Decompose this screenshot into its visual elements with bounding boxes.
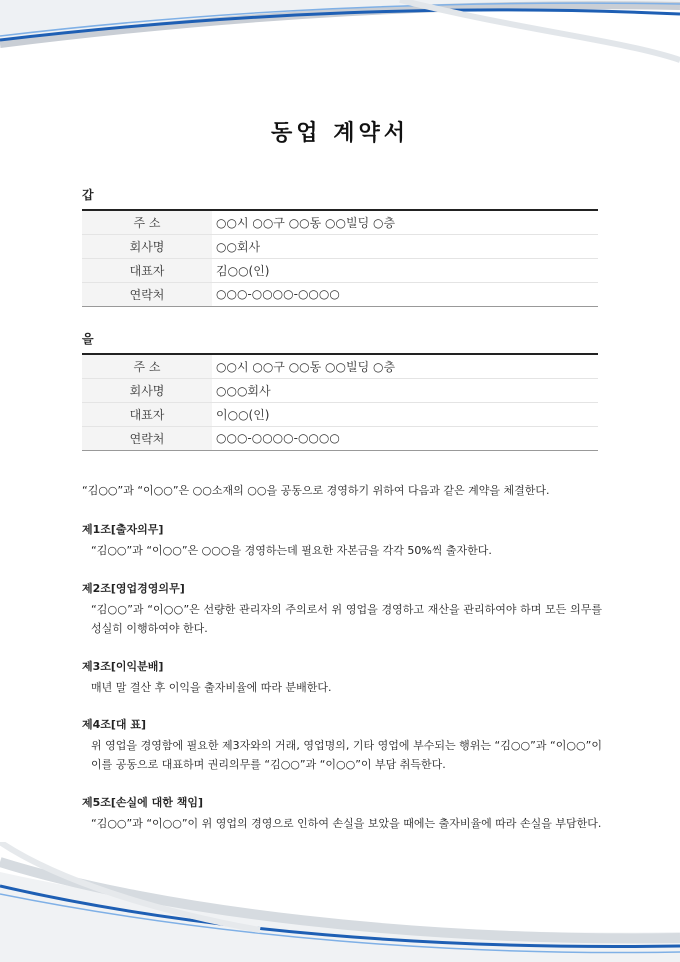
row-key: 회사명 [82, 378, 212, 402]
row-value: 이○○(인) [212, 402, 598, 426]
contract-intro: “김○○”과 “이○○”은 ○○소재의 ○○을 공동으로 경영하기 위하여 다음과 같은 계약을 체결한다. [82, 484, 550, 497]
article-heading: 제1조[출자의무] [82, 523, 164, 536]
article-1 [82, 521, 602, 560]
table-row [82, 354, 598, 378]
table-row [82, 426, 598, 450]
party-a-table [82, 209, 598, 307]
table-row [82, 210, 598, 234]
bottom-wave-decoration [0, 842, 680, 962]
table-row [82, 378, 598, 402]
row-value: ○○○-○○○○-○○○○ [212, 426, 598, 450]
party-a-section [82, 186, 598, 307]
row-key: 회사명 [82, 234, 212, 258]
party-b-table [82, 353, 598, 451]
row-value: 김○○(인) [212, 258, 598, 282]
row-value: ○○회사 [212, 234, 598, 258]
top-wave-decoration [0, 0, 680, 90]
row-key: 주 소 [82, 354, 212, 378]
row-key: 연락처 [82, 282, 212, 306]
row-value: ○○○-○○○○-○○○○ [212, 282, 598, 306]
article-heading: 제3조[이익분배] [82, 660, 164, 673]
table-row [82, 282, 598, 306]
article-body: 매년 말 결산 후 이익을 출자비율에 따라 분배한다. [91, 681, 332, 694]
table-row [82, 258, 598, 282]
article-body: “김○○”과 “이○○”이 위 영업의 경영으로 인하여 손실을 보았을 때에는 출자비율에 따라 손실을 부담한다. [91, 817, 602, 830]
row-key: 대표자 [82, 258, 212, 282]
row-value: ○○시 ○○구 ○○동 ○○빌딩 ○층 [212, 354, 598, 378]
article-body: “김○○”과 “이○○”은 선량한 관리자의 주의로서 위 영업을 경영하고 재산을 관리하여야 하며 모든 의무를 성실히 이행하여야 한다. [91, 603, 602, 635]
document-title: 동업 계약서 [271, 121, 409, 146]
party-a-label: 갑 [82, 188, 94, 202]
party-b-section [82, 330, 598, 451]
article-heading: 제2조[영업경영의무] [82, 582, 185, 595]
party-b-label: 을 [82, 332, 94, 346]
article-body: 위 영업을 경영함에 필요한 제3자와의 거래, 영업명의, 기타 영업에 부수되는 행위는 “김○○”과 “이○○”이 이를 공동으로 대표하며 권리의무를 “김○○”과 “이○○”이 부담 취득한다. [91, 739, 602, 771]
table-row [82, 234, 598, 258]
row-value: ○○○회사 [212, 378, 598, 402]
row-value: ○○시 ○○구 ○○동 ○○빌딩 ○층 [212, 210, 598, 234]
article-heading: 제5조[손실에 대한 책임] [82, 796, 204, 809]
article-5 [82, 794, 602, 833]
article-heading: 제4조[대 표] [82, 718, 147, 731]
article-3 [82, 658, 602, 697]
row-key: 연락처 [82, 426, 212, 450]
article-2 [82, 580, 602, 638]
row-key: 주 소 [82, 210, 212, 234]
row-key: 대표자 [82, 402, 212, 426]
article-body: “김○○”과 “이○○”은 ○○○을 경영하는데 필요한 자본금을 각각 50%씩 출자한다. [91, 544, 492, 557]
article-4 [82, 716, 602, 774]
table-row [82, 402, 598, 426]
